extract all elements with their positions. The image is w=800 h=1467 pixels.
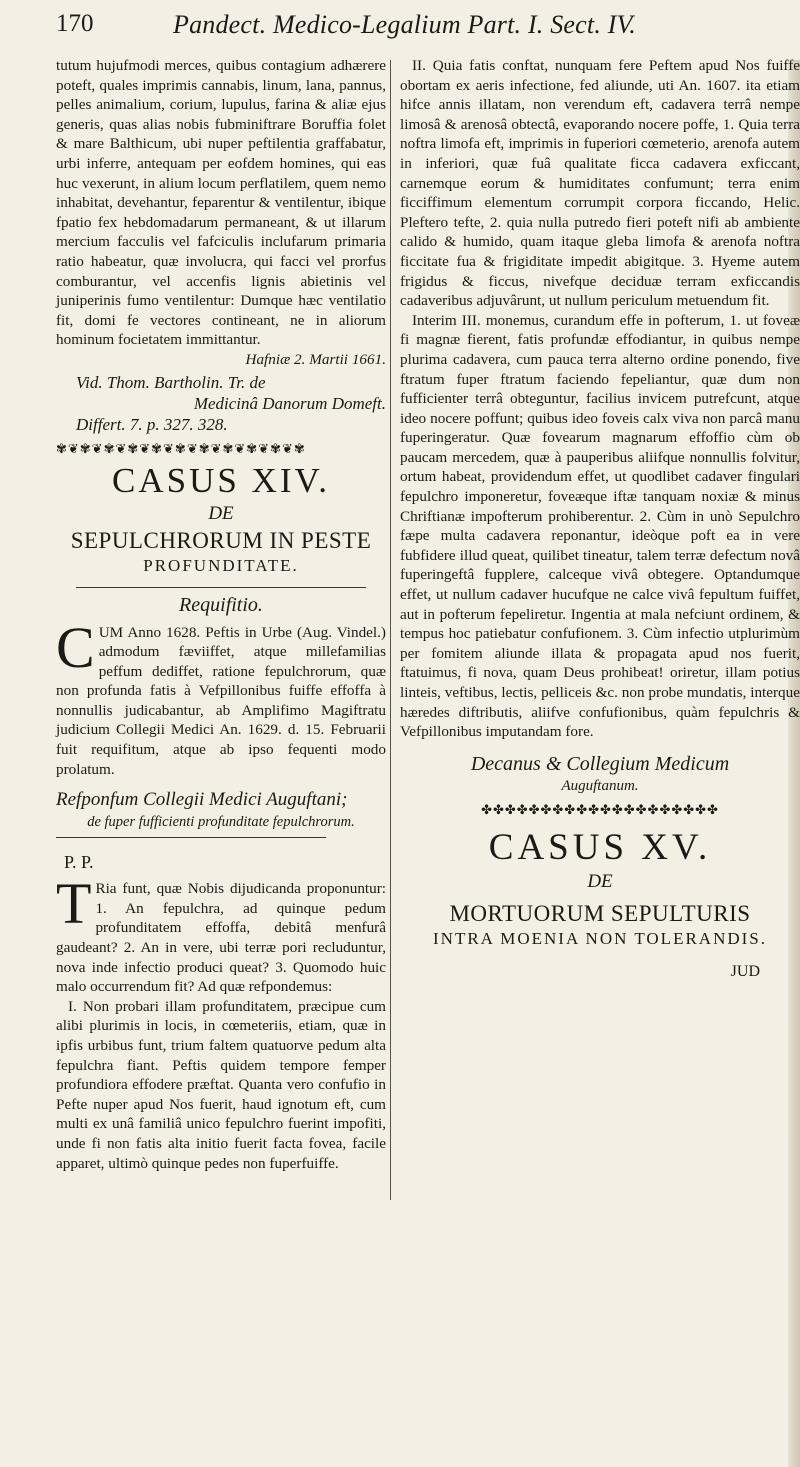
case-subtitle-2: INTRA MOENIA NON TOLERANDIS. [433,928,767,948]
responsum-subheading: de fuper fufficienti profunditate fepulchrorum. [87,814,355,831]
page-number: 170 [56,10,94,37]
responsum-text [56,871,386,997]
reference-line-1: Vid. Thom. Bartholin. Tr. de [76,372,266,392]
ornament-divider-2: ✤✤✤✤✤✤✤✤✤✤✤✤✤✤✤✤✤✤✤✤ [481,801,719,817]
salutation: P. P. [64,852,94,873]
signature: Decanus & Collegium Medicum [470,752,730,775]
section-rule [76,587,366,588]
requisitio-heading: Requifitio. [179,593,263,616]
drop-cap: C [56,614,95,680]
responsum-body: Ria funt, quæ Nobis dijudicanda proponuntur: 1. An fepulchra, ad quinque pedum profunditatem effoffa, debitâ menfurâ gaudeant? 2. An in vere, ubi terræ pori recluduntur, nova inde infectio produci queat? 3. Quomodo huic malo occurrendum fit? Ad quæ refpondemus: [56,880,386,996]
paragraph-continued: tutum hujufmodi merces, quibus contagium adhærere poteft, quales imprimis cannabis, linum, lana, pannus, pelles animalium, corium, lupulus, farina & aliæ ejus generis, quas alias nobis fubminiftrare Boruffia folet & mare Balthicum, ubi nuper peftilentia graffabatur, urbi inferre, antequam per eofdem homines, qui eas huc vexerunt, in alium locum perflatilem, quem nemo inhabitat, devehantur, feparentur & ventilentur, ibique fpatio fex hebdomadarum permaneant, & ut illarum mercium facculis vel fafciculis inclufarum primaria ratio habeatur, quæ involucra, qui facci vel prorfus comburantur, vel accenfis lignis abietinis vel juniperinis fumo ventilentur: Dumque hæc ventilatio fit, domi fe vectores contineant, ne in aliorum hominum focietatem immittantur. [56,57,386,349]
case-title-2: MORTUORUM SEPULTURIS [449,900,751,926]
column-rule [390,60,391,1200]
requisitio-body: UM Anno 1628. Peftis in Urbe (Aug. Vindel.) admodum fæviiffet, atque millefamilias peffum dediffet, ratione fepulchrorum, quæ non profunda fatis à Vefpillonibus fuiffe effoffa à nonnullis judicabantur, ab Amplifimo Magiftratu judicium Collegii Medici An. 1629. d. 15. Februarii fuit requifitum, atque ab ipso fequenti modo prolatum. [56,623,386,778]
point-one: I. Non probari illam profunditatem, præcipue cum alibi plurimis in locis, in cœmeteriis, etiam, quæ in ipfis urbibus funt, trium faltem quatuorve pedum alta fepulchra fiant. Peftis quidem tempore femper profundiora effodere præftat. Quanta vero confufio in Pefte nuper apud Nos fuerit, haud ignotum eft, cum multi ex unâ familiâ unico fepulchro fuerint impofiti, unde fi non fatis alta initio fuerit facta fovea, facile apparet, ultimò quinque pedes non fuperfuiffe. [56,997,386,1172]
catchword: JUD [730,962,760,980]
point-three: Interim III. monemus, curandum effe in pofterum, 1. ut foveæ fi magnæ fierent, fatis profundæ effodiantur, in quibus nempe plurima cadavera, cum pauca terra alterno ordine ponendo, five ftratum fuper ftratum faciendo fepeliantur, quæ dum non fufficienter terrâ obteguntur, facilius invicem putrefcunt, atque ideo nocere poffunt; quibus ideo foveis calx viva non parcâ manu fuperingeratur. Quæ fovearum magnarum effoffio cùm ob paucam mercedem, quæ à pauperibus aliifque nonnullis folvitur, ortum habeat, providendum effet, ut quodlibet cadaver fingulari fepulchro imponeretur, foveæque iftæ tanquam noxiæ & minus Chriftianæ impofterum prohiberentur. 2. Cùm in unò Sepulchro fæpe multa cadavera reponantur, ideòque poft ea in vere fubfidere illud queat, quilibet tineatur, talem terræ defectum novâ fuperingeftâ fupplere, calceque vivâ obtegere. Optandumque effet, ut nullum cadaver hucufque ne calce vivâ fepultum fuiffet, aut in pofterum fepeliretur. Ingentia at mala nefciunt ordinem, & tempus hoc patiebatur confufionem. 3. Cùm infectio utplurimùm per fomitem aliunde illata & propagata apud nos fuerit, ftatuimus, fi nova, quam Deus prohibeat! oriretur, illam potius linteis, veftibus, lectis, pelliceis &c. non probe mundatis, interque hæredes diftributis, aliifve confufionibus, quàm fepulchris & Vefpillonibus imputandam fore. [400,311,800,741]
page-header [56,10,800,44]
responsum-rule [56,837,326,838]
case-subtitle: PROFUNDITATE. [143,555,299,575]
case-heading: CASUS XIV. [111,460,331,500]
running-title: Pandect. Medico-Legalium Part. I. Sect. IV. [173,10,637,39]
reference-line-3: Differt. 7. p. 327. 328. [76,414,228,434]
case-de-2: DE [587,870,613,892]
date-line: Hafniæ 2. Martii 1661. [245,350,386,368]
left-column [56,56,386,1173]
requisitio-text [56,614,386,780]
point-two: II. Quia fatis conftat, nunquam fere Peftem apud Nos fuiffe obortam ex aeris infectione, fed aliunde, uti An. 1607. ita etiam hifce annis illatam, non verendum eft, cadavera terrâ nempe limosâ & arenosâ obtectâ, evaporando nocere poffe, 1. Quia terra noftra limofa eft, imprimis in fuperiori cœmeterio, arenofa autem in inferiori, quæ fuâ qualitate ficca cadavera exficcant, carnemque eorum & humiditates confumunt; terra enim ficciffimum elementum corrumpit corpora ficcando, Helic. Pleftero tefte, 2. quia nulla putredo fieri poteft nifi ab ambiente calido & humido, quam itaque gleba limofa & arenofa noftra ficcitate fua & frigiditate impedit abigitque. 3. Hyeme autem frigidus & ficcus, nivefque deciduæ terram exficcandis cadaveribus adjuvârunt, ut nullum periculum metuendum fit. [400,57,800,310]
case-title: SEPULCHRORUM IN PESTE [70,527,372,553]
ornament-divider: ✾❦✾❦✾❦✾❦✾❦✾❦✾❦✾❦✾❦✾❦✾ [56,440,306,456]
right-column [400,56,800,981]
reference-line-2: Medicinâ Danorum Domeft. [193,393,386,413]
drop-cap-2: T [56,871,92,937]
responsum-heading: Refponfum Collegii Medici Auguftani; [56,789,348,811]
reference-block [56,372,386,435]
case-heading-2: CASUS XV. [488,826,712,868]
case-de: DE [208,502,234,524]
signature-place: Auguftanum. [561,777,639,794]
